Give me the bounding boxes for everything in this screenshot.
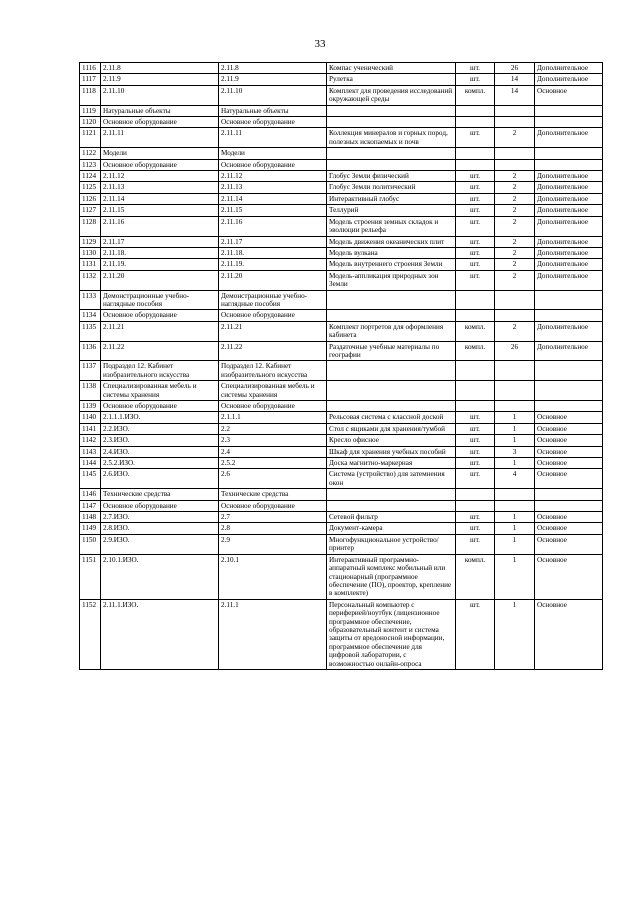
- row-type: Основное: [535, 446, 603, 457]
- row-unit: [456, 117, 495, 128]
- row-type: Дополнительное: [535, 193, 603, 204]
- row-name: Коллекция минералов и горных пород, полезных ископаемых и почв: [327, 128, 456, 148]
- row-unit: шт.: [456, 216, 495, 236]
- row-code: 2.11.8: [101, 63, 219, 74]
- row-code-reference: 2.1.1.1: [219, 412, 327, 423]
- row-code: 2.11.11: [101, 128, 219, 148]
- table-row: [80, 182, 603, 193]
- row-type: Основное: [535, 523, 603, 534]
- table-row: [80, 259, 603, 270]
- row-number: 1141: [80, 423, 101, 434]
- row-unit: шт.: [456, 458, 495, 469]
- row-code: Натуральные объекты: [101, 105, 219, 116]
- row-code: 2.11.20: [101, 270, 219, 290]
- row-quantity: [495, 401, 535, 412]
- row-unit: [456, 159, 495, 170]
- table-row: [80, 341, 603, 361]
- row-code: Специализированная мебель и системы хранения: [101, 381, 219, 401]
- row-name: [327, 117, 456, 128]
- row-unit: [456, 105, 495, 116]
- table-row: [80, 216, 603, 236]
- table-row: [80, 236, 603, 247]
- row-unit: компл.: [456, 321, 495, 341]
- table-row: [80, 458, 603, 469]
- row-code: 2.3.ИЗО.: [101, 435, 219, 446]
- row-code: 2.7.ИЗО.: [101, 512, 219, 523]
- row-type: [535, 117, 603, 128]
- row-number: 1131: [80, 259, 101, 270]
- row-name: [327, 159, 456, 170]
- row-code-reference: 2.11.19.: [219, 259, 327, 270]
- row-unit: [456, 148, 495, 159]
- row-number: 1121: [80, 128, 101, 148]
- row-number: 1134: [80, 310, 101, 321]
- row-name: Система (устройство) для затемнения окон: [327, 469, 456, 489]
- row-number: 1150: [80, 534, 101, 554]
- row-quantity: 1: [495, 512, 535, 523]
- table-row: [80, 247, 603, 258]
- row-code-reference: 2.11.12: [219, 171, 327, 182]
- row-number: 1140: [80, 412, 101, 423]
- row-code: Основное оборудование: [101, 500, 219, 511]
- row-name: Интерактивный глобус: [327, 193, 456, 204]
- row-name: Документ-камера: [327, 523, 456, 534]
- row-name: [327, 500, 456, 511]
- row-code-reference: 2.11.15: [219, 205, 327, 216]
- row-code: 2.8.ИЗО.: [101, 523, 219, 534]
- row-unit: компл.: [456, 554, 495, 599]
- row-type: Дополнительное: [535, 236, 603, 247]
- row-unit: шт.: [456, 63, 495, 74]
- row-quantity: 14: [495, 85, 535, 105]
- row-type: [535, 489, 603, 500]
- row-code: 2.6.ИЗО.: [101, 469, 219, 489]
- row-type: Дополнительное: [535, 74, 603, 85]
- row-code: 2.9.ИЗО.: [101, 534, 219, 554]
- row-quantity: 2: [495, 182, 535, 193]
- row-number: 1116: [80, 63, 101, 74]
- row-code: Демонстрационные учебно-наглядные пособия: [101, 290, 219, 310]
- row-code: 2.11.21: [101, 321, 219, 341]
- row-unit: [456, 290, 495, 310]
- row-code: 2.11.13: [101, 182, 219, 193]
- row-quantity: 2: [495, 216, 535, 236]
- row-type: Основное: [535, 412, 603, 423]
- row-code-reference: 2.11.18.: [219, 247, 327, 258]
- row-code: Основное оборудование: [101, 401, 219, 412]
- row-type: [535, 500, 603, 511]
- row-name: Модель вулкана: [327, 247, 456, 258]
- row-code: 2.4.ИЗО.: [101, 446, 219, 457]
- row-type: [535, 361, 603, 381]
- row-number: 1119: [80, 105, 101, 116]
- row-number: 1148: [80, 512, 101, 523]
- row-code: 2.11.10: [101, 85, 219, 105]
- row-code: 2.10.1.ИЗО.: [101, 554, 219, 599]
- row-type: Дополнительное: [535, 247, 603, 258]
- row-code-reference: 2.6: [219, 469, 327, 489]
- row-type: Основное: [535, 458, 603, 469]
- row-code-reference: 2.11.17: [219, 236, 327, 247]
- table-row: [80, 74, 603, 85]
- row-quantity: 1: [495, 554, 535, 599]
- row-unit: шт.: [456, 182, 495, 193]
- row-code: 2.11.19.: [101, 259, 219, 270]
- row-name: Стол с ящиками для хранения/тумбой: [327, 423, 456, 434]
- table-row: [80, 310, 603, 321]
- row-number: 1149: [80, 523, 101, 534]
- row-unit: шт.: [456, 236, 495, 247]
- row-unit: [456, 401, 495, 412]
- row-number: 1129: [80, 236, 101, 247]
- row-number: 1152: [80, 599, 101, 669]
- row-name: Кресло офисное: [327, 435, 456, 446]
- row-code-reference: 2.7: [219, 512, 327, 523]
- row-code-reference: 2.11.9: [219, 74, 327, 85]
- row-unit: шт.: [456, 534, 495, 554]
- row-number: 1128: [80, 216, 101, 236]
- row-type: Дополнительное: [535, 216, 603, 236]
- table-row: [80, 159, 603, 170]
- row-quantity: [495, 148, 535, 159]
- row-type: Основное: [535, 554, 603, 599]
- table-row: [80, 117, 603, 128]
- table-row: [80, 105, 603, 116]
- row-number: 1126: [80, 193, 101, 204]
- row-name: Сетевой фильтр: [327, 512, 456, 523]
- page-number: 33: [314, 38, 326, 50]
- row-quantity: 14: [495, 74, 535, 85]
- row-number: 1130: [80, 247, 101, 258]
- row-number: 1122: [80, 148, 101, 159]
- row-name: [327, 381, 456, 401]
- row-unit: [456, 381, 495, 401]
- row-code: Модели: [101, 148, 219, 159]
- table-row: [80, 489, 603, 500]
- row-name: Раздаточные учебные материалы по географии: [327, 341, 456, 361]
- row-code-reference: Специализированная мебель и системы хранения: [219, 381, 327, 401]
- row-number: 1127: [80, 205, 101, 216]
- table-row: [80, 512, 603, 523]
- row-quantity: 2: [495, 205, 535, 216]
- row-number: 1117: [80, 74, 101, 85]
- row-quantity: 2: [495, 247, 535, 258]
- row-type: [535, 290, 603, 310]
- row-type: [535, 159, 603, 170]
- row-code-reference: Технические средства: [219, 489, 327, 500]
- row-quantity: 26: [495, 63, 535, 74]
- equipment-table: [79, 62, 603, 670]
- row-type: Дополнительное: [535, 270, 603, 290]
- table-row: [80, 469, 603, 489]
- row-quantity: 1: [495, 599, 535, 669]
- row-number: 1118: [80, 85, 101, 105]
- row-number: 1146: [80, 489, 101, 500]
- row-name: [327, 489, 456, 500]
- row-quantity: 2: [495, 270, 535, 290]
- row-code: Основное оборудование: [101, 117, 219, 128]
- row-name: [327, 361, 456, 381]
- table-row: [80, 401, 603, 412]
- row-unit: компл.: [456, 85, 495, 105]
- row-code-reference: 2.3: [219, 435, 327, 446]
- row-code: 2.11.18.: [101, 247, 219, 258]
- row-quantity: 4: [495, 469, 535, 489]
- row-unit: шт.: [456, 523, 495, 534]
- row-unit: шт.: [456, 193, 495, 204]
- row-number: 1133: [80, 290, 101, 310]
- row-unit: шт.: [456, 171, 495, 182]
- row-quantity: [495, 381, 535, 401]
- row-code-reference: 2.11.13: [219, 182, 327, 193]
- row-code: 2.11.14: [101, 193, 219, 204]
- row-quantity: 1: [495, 423, 535, 434]
- row-quantity: [495, 290, 535, 310]
- table-row: [80, 381, 603, 401]
- row-code-reference: Модели: [219, 148, 327, 159]
- row-code-reference: Демонстрационные учебно-наглядные пособия: [219, 290, 327, 310]
- row-quantity: 2: [495, 171, 535, 182]
- row-code: Основное оборудование: [101, 310, 219, 321]
- row-type: [535, 148, 603, 159]
- row-name: Многофункциональное устройство/принтер: [327, 534, 456, 554]
- row-number: 1123: [80, 159, 101, 170]
- row-code-reference: Основное оборудование: [219, 159, 327, 170]
- row-code-reference: 2.11.14: [219, 193, 327, 204]
- row-quantity: 2: [495, 321, 535, 341]
- row-code-reference: Основное оборудование: [219, 401, 327, 412]
- row-code-reference: 2.11.10: [219, 85, 327, 105]
- row-name: [327, 105, 456, 116]
- row-name: Шкаф для хранения учебных пособий: [327, 446, 456, 457]
- row-code: 2.1.1.1.ИЗО.: [101, 412, 219, 423]
- table-row: [80, 128, 603, 148]
- row-quantity: [495, 310, 535, 321]
- row-number: 1125: [80, 182, 101, 193]
- row-quantity: [495, 105, 535, 116]
- row-type: Дополнительное: [535, 259, 603, 270]
- row-number: 1139: [80, 401, 101, 412]
- row-name: Рельсовая система с классной доской: [327, 412, 456, 423]
- row-number: 1145: [80, 469, 101, 489]
- row-unit: шт.: [456, 259, 495, 270]
- table-row: [80, 270, 603, 290]
- row-name: [327, 310, 456, 321]
- row-type: [535, 105, 603, 116]
- row-code: Подраздел 12. Кабинет изобразительного искусства: [101, 361, 219, 381]
- row-unit: [456, 361, 495, 381]
- row-code: Основное оборудование: [101, 159, 219, 170]
- row-name: Модель движения океанических плит: [327, 236, 456, 247]
- table-row: [80, 446, 603, 457]
- row-code-reference: Натуральные объекты: [219, 105, 327, 116]
- row-name: [327, 290, 456, 310]
- row-quantity: [495, 489, 535, 500]
- row-unit: шт.: [456, 435, 495, 446]
- row-quantity: 3: [495, 446, 535, 457]
- row-type: Дополнительное: [535, 63, 603, 74]
- row-number: 1135: [80, 321, 101, 341]
- table-row: [80, 500, 603, 511]
- row-number: 1142: [80, 435, 101, 446]
- table-row: [80, 321, 603, 341]
- row-name: Глобус Земли политический: [327, 182, 456, 193]
- row-unit: шт.: [456, 446, 495, 457]
- row-unit: шт.: [456, 423, 495, 434]
- row-number: 1137: [80, 361, 101, 381]
- row-code-reference: 2.4: [219, 446, 327, 457]
- row-number: 1143: [80, 446, 101, 457]
- row-quantity: 2: [495, 236, 535, 247]
- row-type: Дополнительное: [535, 205, 603, 216]
- row-code: 2.11.9: [101, 74, 219, 85]
- row-code: 2.11.16: [101, 216, 219, 236]
- row-code-reference: 2.8: [219, 523, 327, 534]
- row-code: Технические средства: [101, 489, 219, 500]
- row-unit: шт.: [456, 512, 495, 523]
- row-unit: шт.: [456, 247, 495, 258]
- row-type: Основное: [535, 423, 603, 434]
- row-code-reference: 2.11.8: [219, 63, 327, 74]
- row-code: 2.11.15: [101, 205, 219, 216]
- row-type: Основное: [535, 534, 603, 554]
- row-code-reference: 2.10.1: [219, 554, 327, 599]
- row-name: Модель внутреннего строения Земли: [327, 259, 456, 270]
- row-unit: шт.: [456, 599, 495, 669]
- row-quantity: 2: [495, 128, 535, 148]
- row-unit: [456, 500, 495, 511]
- table-row: [80, 412, 603, 423]
- table-row: [80, 85, 603, 105]
- row-code-reference: 2.2: [219, 423, 327, 434]
- row-quantity: [495, 361, 535, 381]
- row-number: 1151: [80, 554, 101, 599]
- row-unit: шт.: [456, 469, 495, 489]
- table-row: [80, 423, 603, 434]
- row-number: 1120: [80, 117, 101, 128]
- row-type: [535, 310, 603, 321]
- row-number: 1132: [80, 270, 101, 290]
- row-type: [535, 381, 603, 401]
- row-code-reference: Основное оборудование: [219, 500, 327, 511]
- table-row: [80, 63, 603, 74]
- row-unit: компл.: [456, 341, 495, 361]
- row-name: Персональный компьютер с периферией/ноутбук (лицензионное программное обеспечение, образовательный контент и система защиты от вредоносной информации, программное обеспечение для цифровой лаборатории, с возможностью онлайн-опроса: [327, 599, 456, 669]
- row-name: Теллурий: [327, 205, 456, 216]
- row-name: Модель-аппликация природных зон Земли: [327, 270, 456, 290]
- row-code-reference: Основное оборудование: [219, 310, 327, 321]
- row-quantity: [495, 117, 535, 128]
- row-quantity: [495, 500, 535, 511]
- table-row: [80, 171, 603, 182]
- row-code-reference: Основное оборудование: [219, 117, 327, 128]
- row-unit: шт.: [456, 74, 495, 85]
- row-name: Компас ученический: [327, 63, 456, 74]
- row-name: Глобус Земли физический: [327, 171, 456, 182]
- row-unit: шт.: [456, 205, 495, 216]
- row-code-reference: 2.11.16: [219, 216, 327, 236]
- row-number: 1138: [80, 381, 101, 401]
- row-unit: шт.: [456, 270, 495, 290]
- row-code-reference: 2.9: [219, 534, 327, 554]
- row-number: 1124: [80, 171, 101, 182]
- table-row: [80, 534, 603, 554]
- row-quantity: [495, 159, 535, 170]
- row-name: Комплект портретов для оформления кабинета: [327, 321, 456, 341]
- row-unit: шт.: [456, 128, 495, 148]
- row-number: 1144: [80, 458, 101, 469]
- row-name: [327, 148, 456, 159]
- row-type: Основное: [535, 469, 603, 489]
- row-code-reference: 2.11.21: [219, 321, 327, 341]
- row-code: 2.11.1.ИЗО.: [101, 599, 219, 669]
- row-code: 2.11.12: [101, 171, 219, 182]
- row-type: Дополнительное: [535, 341, 603, 361]
- row-code: 2.11.22: [101, 341, 219, 361]
- table-row: [80, 599, 603, 669]
- row-number: 1136: [80, 341, 101, 361]
- row-quantity: 26: [495, 341, 535, 361]
- row-name: Рулетка: [327, 74, 456, 85]
- row-quantity: 1: [495, 523, 535, 534]
- table-row: [80, 290, 603, 310]
- row-code-reference: 2.5.2: [219, 458, 327, 469]
- row-unit: [456, 489, 495, 500]
- table-row: [80, 361, 603, 381]
- table-row: [80, 435, 603, 446]
- table-row: [80, 148, 603, 159]
- row-quantity: 1: [495, 458, 535, 469]
- row-type: Дополнительное: [535, 128, 603, 148]
- row-name: Доска магнитно-маркерная: [327, 458, 456, 469]
- table-row: [80, 193, 603, 204]
- row-type: Дополнительное: [535, 171, 603, 182]
- row-quantity: 1: [495, 412, 535, 423]
- row-unit: шт.: [456, 412, 495, 423]
- row-name: Комплект для проведения исследований окружающей среды: [327, 85, 456, 105]
- row-code-reference: Подраздел 12. Кабинет изобразительного искусства: [219, 361, 327, 381]
- row-code: 2.5.2.ИЗО.: [101, 458, 219, 469]
- row-code: 2.11.17: [101, 236, 219, 247]
- row-quantity: 1: [495, 435, 535, 446]
- row-name: Интерактивный программно-аппаратный комплекс мобильный или стационарный (программное обеспечение (ПО), проектор, крепление в комплекте): [327, 554, 456, 599]
- row-type: Дополнительное: [535, 321, 603, 341]
- row-type: Основное: [535, 512, 603, 523]
- row-code-reference: 2.11.22: [219, 341, 327, 361]
- row-type: Основное: [535, 599, 603, 669]
- row-type: Основное: [535, 435, 603, 446]
- row-code-reference: 2.11.1: [219, 599, 327, 669]
- row-quantity: 2: [495, 259, 535, 270]
- table-row: [80, 523, 603, 534]
- row-type: Основное: [535, 85, 603, 105]
- row-type: Дополнительное: [535, 182, 603, 193]
- row-code-reference: 2.11.11: [219, 128, 327, 148]
- table-row: [80, 554, 603, 599]
- row-code: 2.2.ИЗО.: [101, 423, 219, 434]
- row-name: Модель строения земных складок и эволюции рельефа: [327, 216, 456, 236]
- row-quantity: 1: [495, 534, 535, 554]
- row-type: [535, 401, 603, 412]
- row-quantity: 2: [495, 193, 535, 204]
- row-code-reference: 2.11.20: [219, 270, 327, 290]
- row-unit: [456, 310, 495, 321]
- row-number: 1147: [80, 500, 101, 511]
- table-row: [80, 205, 603, 216]
- row-name: [327, 401, 456, 412]
